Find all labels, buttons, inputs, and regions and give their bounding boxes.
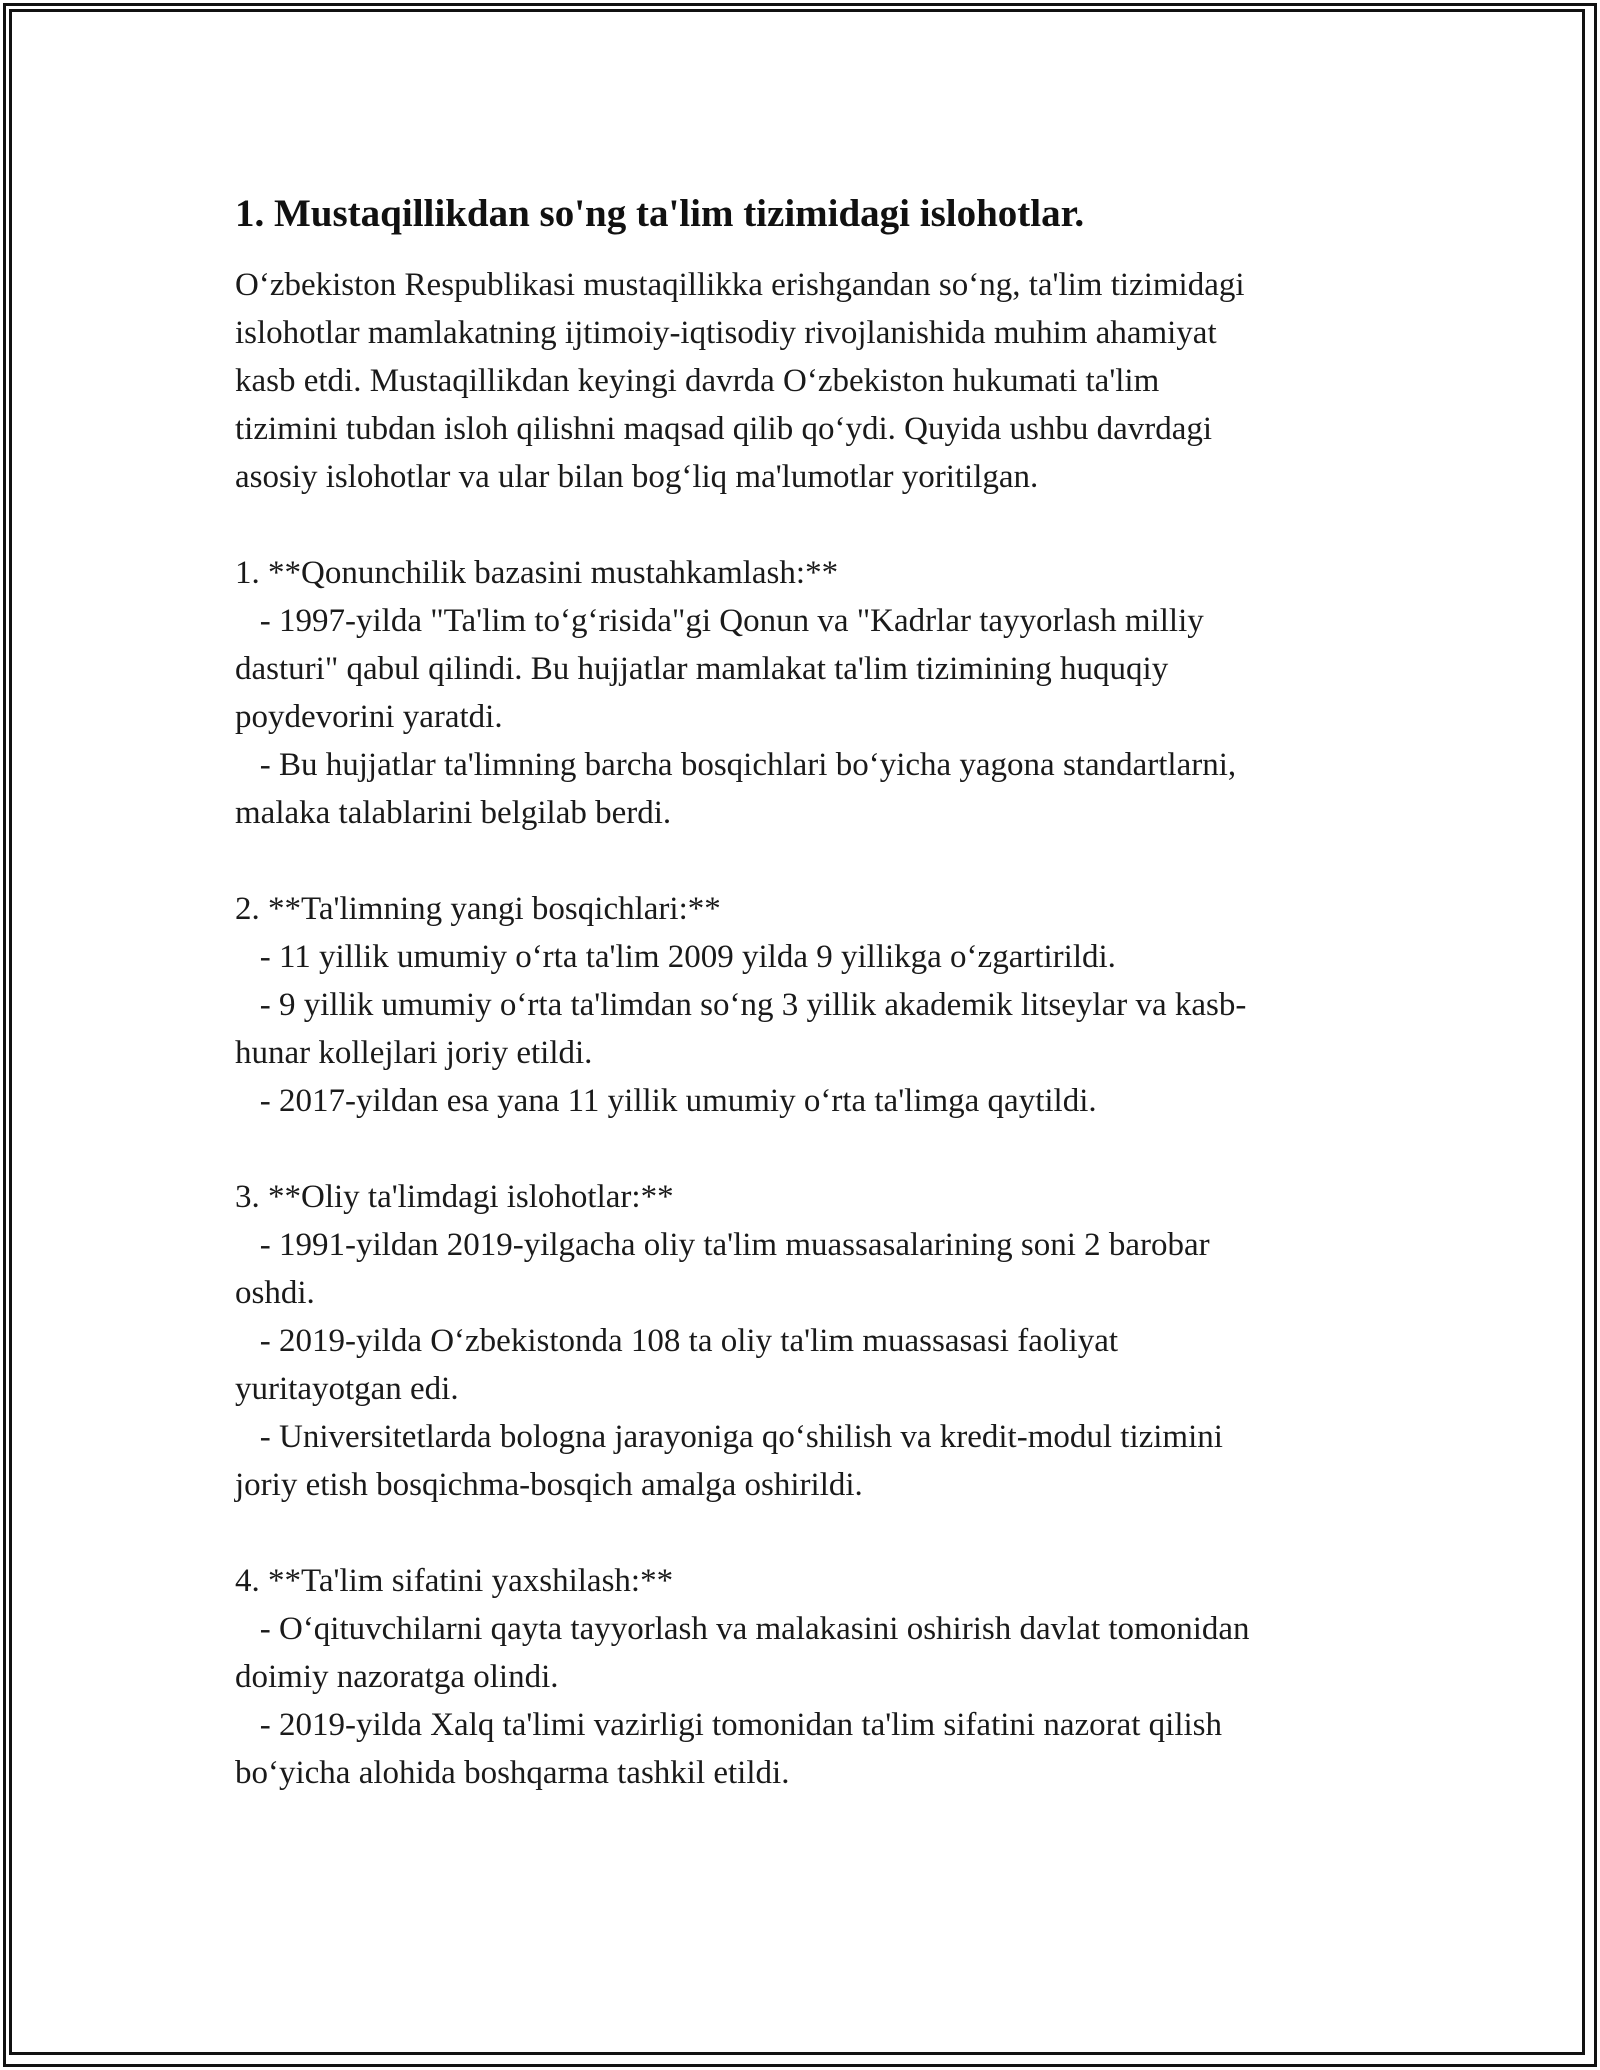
section-line: - 2017-yildan esa yana 11 yillik umumiy o‘rta ta'limga qaytildi. xyxy=(235,1083,1097,1119)
section-higher-education xyxy=(235,1173,1375,1509)
section-line: hunar kollejlari joriy etildi. xyxy=(235,1035,593,1071)
section-line: bo‘yicha alohida boshqarma tashkil etildi. xyxy=(235,1755,790,1791)
section-line: - 2019-yilda O‘zbekistonda 108 ta oliy ta'lim muassasasi faoliyat xyxy=(235,1323,1119,1359)
section-line: dasturi" qabul qilindi. Bu hujjatlar mamlakat ta'lim tizimining huquqiy xyxy=(235,651,1169,687)
section-line: - 9 yillik umumiy o‘rta ta'limdan so‘ng 3 yillik akademik litseylar va kasb- xyxy=(235,987,1247,1023)
section-line: oshdi. xyxy=(235,1275,315,1311)
section-line: - 1997-yilda "Ta'lim to‘g‘risida"gi Qonun va "Kadrlar tayyorlash milliy xyxy=(235,603,1204,639)
section-line: - 2019-yilda Xalq ta'limi vazirligi tomonidan ta'lim sifatini nazorat qilish xyxy=(235,1707,1223,1743)
section-heading: 1. **Qonunchilik bazasini mustahkamlash:** xyxy=(235,555,839,591)
document-title: 1. Mustaqillikdan so'ng ta'lim tizimidagi islohotlar. xyxy=(235,192,1085,235)
section-line: - Universitetlarda bologna jarayoniga qo‘shilish va kredit-modul tizimini xyxy=(235,1419,1223,1455)
section-line: - 11 yillik umumiy o‘rta ta'lim 2009 yilda 9 yillikga o‘zgartirildi. xyxy=(235,939,1116,975)
intro-line: O‘zbekiston Respublikasi mustaqillikka erishgandan so‘ng, ta'lim tizimidagi xyxy=(235,267,1245,303)
section-heading: 3. **Oliy ta'limdagi islohotlar:** xyxy=(235,1179,674,1215)
section-heading: 2. **Ta'limning yangi bosqichlari:** xyxy=(235,891,721,927)
intro-line: asosiy islohotlar va ular bilan bog‘liq ma'lumotlar yoritilgan. xyxy=(235,459,1039,495)
intro-line: kasb etdi. Mustaqillikdan keyingi davrda O‘zbekiston hukumati ta'lim xyxy=(235,363,1160,399)
section-line: doimiy nazoratga olindi. xyxy=(235,1659,559,1695)
intro-line: islohotlar mamlakatning ijtimoiy-iqtisodiy rivojlanishida muhim ahamiyat xyxy=(235,315,1217,351)
section-heading: 4. **Ta'lim sifatini yaxshilash:** xyxy=(235,1563,674,1599)
intro-line: tizimini tubdan isloh qilishni maqsad qilib qo‘ydi. Quyida ushbu davrdagi xyxy=(235,411,1213,447)
section-line: yuritayotgan edi. xyxy=(235,1371,459,1407)
section-line: joriy etish bosqichma-bosqich amalga oshirildi. xyxy=(235,1467,863,1503)
section-line: - O‘qituvchilarni qayta tayyorlash va malakasini oshirish davlat tomonidan xyxy=(235,1611,1250,1647)
section-quality xyxy=(235,1557,1375,1797)
section-line: - Bu hujjatlar ta'limning barcha bosqichlari bo‘yicha yagona standartlarni, xyxy=(235,747,1237,783)
section-line: - 1991-yildan 2019-yilgacha oliy ta'lim muassasalarining soni 2 barobar xyxy=(235,1227,1210,1263)
document-body xyxy=(235,185,1375,1797)
section-legislation xyxy=(235,549,1375,837)
section-line: malaka talablarini belgilab berdi. xyxy=(235,795,672,831)
intro-paragraph xyxy=(235,261,1375,501)
section-line: poydevorini yaratdi. xyxy=(235,699,503,735)
section-new-stages xyxy=(235,885,1375,1125)
